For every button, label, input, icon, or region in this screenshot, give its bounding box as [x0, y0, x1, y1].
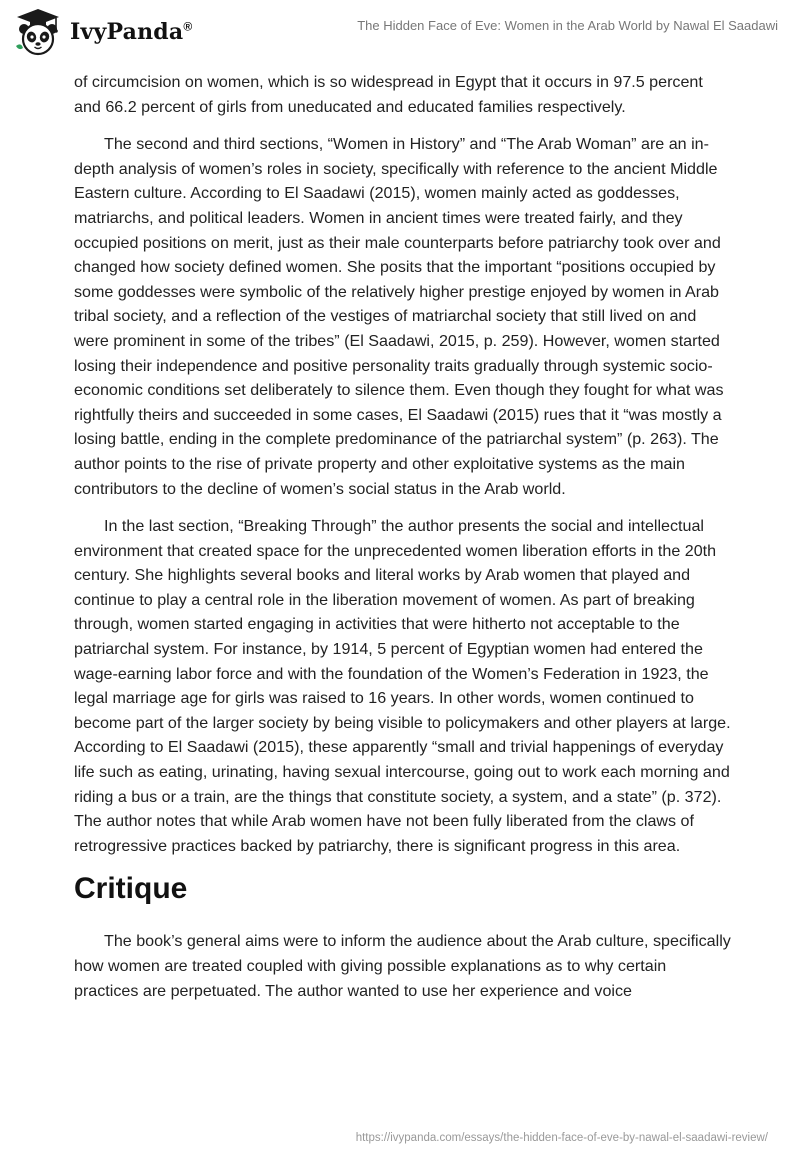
- brand-text: IvyPanda: [70, 19, 184, 45]
- paragraph-critique: The book’s general aims were to inform the audience about the Arab culture, specifically how women are treated coupled with giving possible explanations as to why certain practices are perpetuated. The author wanted to use her experience and voice: [74, 932, 731, 1000]
- paragraph-breaking-through: In the last section, “Breaking Through” the author presents the social and intellectual environment that created space for the unprecedented women liberation efforts in the 20th century. She highlights several books and literal works by Arab women that played and continue to play a central role in the liberation movement of women. As part of breaking through, women started engaging in activities that were hitherto not acceptable to the patriarchal system. For instance, by 1914, 5 percent of Egyptian women had entered the wage-earning labor force and with the foundation of the Women’s Federation in 1923, the legal marriage age for girls was raised to 16 years. In other words, women continued to become part of the larger society by being visible to policymakers and other players at large. According to El Saadawi (2015), these apparently “small and trivial happenings of everyday life such as eating, urinating, having sexual intercourse, going out to work each morning and riding a bus or a train, are the things that constitute society, a system, and a state” (p. 372). The author notes that while Arab women have not been fully liberated from the claws of retrogressive practices backed by patriarchy, there is significant progress in this area.: [74, 517, 731, 855]
- source-url[interactable]: https://ivypanda.com/essays/the-hidden-face-of-eve-by-nawal-el-saadawi-review/: [355, 1132, 768, 1144]
- paragraph-continuation: of circumcision on women, which is so widespread in Egypt that it occurs in 97.5 percent and 66.2 percent of girls from uneducated and educated families respectively.: [74, 73, 703, 116]
- panda-graduate-icon: [12, 6, 64, 58]
- paragraph-women-in-history: The second and third sections, “Women in History” and “The Arab Woman” are an in-depth analysis of women’s roles in society, specifically with reference to the ancient Middle Eastern culture. According to El Saadawi (2015), women mainly acted as goddesses, matriarchs, and political leaders. Women in ancient times were treated fairly, and they occupied positions on merit, just as their male counterparts before patriarchy took over and changed how society defined women. She posits that the important “positions occupied by some goddesses were symbolic of the relatively higher prestige enjoyed by women in Arab tribal society, and a reflection of the vestiges of matriarchal society that still lived on and were prominent in some of the tribes” (El Saadawi, 2015, p. 259). However, women started losing their independence and positive personality traits gradually through systemic socio-economic conditions set deliberately to silence them. Even though they fought for what was rightfully theirs and succeeded in some cases, El Saadawi (2015) rues that it “was mostly a losing battle, ending in the complete predominance of the patriarchal system” (p. 263). The author points to the rise of private property and other exploitative systems as the main contributors to the decline of women’s social status in the Arab world.: [74, 135, 724, 498]
- essay-body: [74, 70, 734, 1016]
- document-title: The Hidden Face of Eve: Women in the Arab World by Nawal El Saadawi: [357, 18, 778, 33]
- registered-mark: ®: [183, 19, 193, 34]
- brand-logo[interactable]: [12, 6, 192, 58]
- page-header: [0, 0, 800, 70]
- critique-heading: Critique: [74, 872, 188, 906]
- brand-name: [70, 19, 192, 45]
